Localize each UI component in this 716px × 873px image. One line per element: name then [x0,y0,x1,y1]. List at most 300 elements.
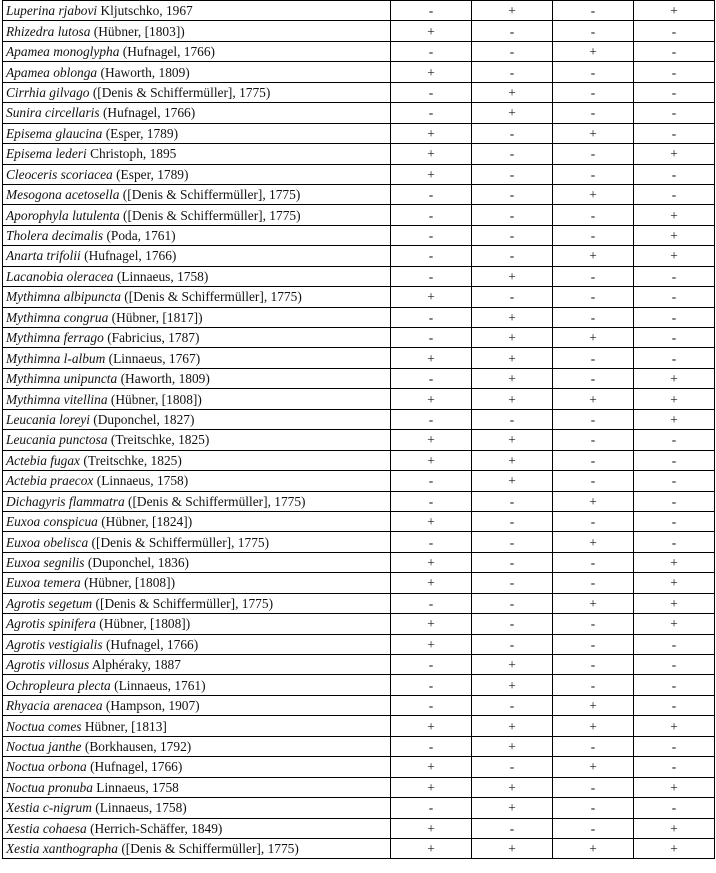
species-author: (Poda, 1761) [106,228,176,244]
presence-mark: - [553,164,634,184]
presence-mark: + [472,450,553,470]
presence-mark: - [391,184,472,204]
presence-mark: - [553,205,634,225]
presence-mark: - [634,266,715,286]
presence-mark: + [634,838,715,858]
presence-mark: - [634,491,715,511]
species-author: (Duponchel, 1836) [87,555,189,571]
presence-mark: - [391,307,472,327]
presence-mark: - [472,573,553,593]
species-name: Noctua janthe [6,738,82,754]
presence-mark: - [391,246,472,266]
table-row [3,818,715,838]
presence-mark: - [391,655,472,675]
presence-mark: + [391,552,472,572]
table-row [3,368,715,388]
presence-mark: - [391,675,472,695]
presence-mark: - [472,123,553,143]
species-cell [3,41,391,61]
species-author: (Duponchel, 1827) [93,411,195,427]
species-name: Leucania loreyi [6,411,90,427]
presence-mark: + [634,573,715,593]
presence-mark: + [472,307,553,327]
species-cell [3,511,391,531]
presence-mark: + [634,246,715,266]
presence-mark: + [391,511,472,531]
presence-mark: + [553,532,634,552]
presence-mark: - [553,675,634,695]
species-cell [3,205,391,225]
presence-mark: - [391,266,472,286]
species-occurrence-table [2,0,715,859]
species-cell [3,368,391,388]
table-row [3,328,715,348]
species-name: Actebia praecox [6,473,94,489]
table-row [3,144,715,164]
presence-mark: + [553,328,634,348]
presence-mark: + [472,266,553,286]
presence-mark: - [472,164,553,184]
species-cell [3,144,391,164]
species-name: Mythimna vitellina [6,391,108,407]
presence-mark: - [472,614,553,634]
species-author: (Fabricius, 1787) [107,330,200,346]
species-author: Kljutschko, 1967 [100,3,193,19]
presence-mark: + [634,389,715,409]
presence-mark: - [553,144,634,164]
species-author: (Treitschke, 1825) [83,452,182,468]
table-row [3,532,715,552]
presence-mark: - [391,593,472,613]
presence-mark: + [391,573,472,593]
presence-mark: - [391,41,472,61]
presence-mark: - [634,82,715,102]
presence-mark: + [634,593,715,613]
species-name: Noctua orbona [6,759,87,775]
species-cell [3,695,391,715]
presence-mark: - [472,41,553,61]
table-row [3,348,715,368]
species-name: Luperina rjabovi [6,3,98,19]
species-name: Agrotis spinifera [6,616,96,632]
species-author: Hübner, [1813] [84,718,167,734]
species-cell [3,736,391,756]
presence-mark: + [553,389,634,409]
species-name: Rhyacia arenacea [6,698,103,714]
presence-mark: - [634,184,715,204]
table-row [3,777,715,797]
presence-mark: - [472,818,553,838]
presence-mark: + [634,144,715,164]
species-author: Christoph, 1895 [90,146,177,162]
species-cell [3,757,391,777]
presence-mark: - [553,634,634,654]
species-cell [3,21,391,41]
presence-mark: - [634,675,715,695]
presence-mark: + [553,184,634,204]
species-name: Ochropleura plecta [6,677,111,693]
presence-mark: + [391,777,472,797]
species-author: ([Denis & Schiffermüller], 1775) [121,841,299,857]
species-cell [3,491,391,511]
presence-mark: - [472,62,553,82]
presence-mark: + [391,634,472,654]
presence-mark: + [634,614,715,634]
presence-mark: + [472,736,553,756]
species-cell [3,430,391,450]
presence-mark: - [634,532,715,552]
presence-mark: - [553,225,634,245]
species-author: ([Denis & Schiffermüller], 1775) [95,595,274,611]
table-row [3,511,715,531]
presence-mark: - [553,103,634,123]
species-author: ([Denis & Schiffermüller], 1775) [122,187,301,203]
table-row [3,573,715,593]
species-author: (Haworth, 1809) [100,64,190,80]
species-author: (Hufnagel, 1766) [90,759,183,775]
table-row [3,205,715,225]
species-author: (Herrich-Schäffer, 1849) [90,820,223,836]
species-author: (Haworth, 1809) [120,371,210,387]
presence-mark: - [634,41,715,61]
presence-mark: - [553,266,634,286]
species-name: Euxoa conspicua [6,514,98,530]
table-row [3,266,715,286]
presence-mark: + [553,41,634,61]
presence-mark: + [391,21,472,41]
species-author: (Linnaeus, 1758) [95,800,187,816]
presence-mark: - [391,409,472,429]
species-name: Mythimna ferrago [6,330,104,346]
table-row [3,838,715,858]
presence-mark: - [634,164,715,184]
table-row [3,184,715,204]
presence-mark: - [634,655,715,675]
presence-mark: - [472,593,553,613]
presence-mark: - [391,225,472,245]
presence-mark: - [634,511,715,531]
presence-mark: - [391,103,472,123]
presence-mark: - [391,328,472,348]
species-name: Agrotis segetum [6,595,93,611]
table-row [3,716,715,736]
presence-mark: + [391,62,472,82]
species-author: ([Denis & Schiffermüller], 1775) [124,289,302,305]
species-name: Sunira circellaris [6,105,100,121]
species-author: (Hübner, [1808]) [110,391,202,407]
species-cell [3,532,391,552]
presence-mark: - [634,450,715,470]
species-cell [3,471,391,491]
species-name: Lacanobia oleracea [6,268,114,284]
species-cell [3,716,391,736]
presence-mark: - [391,205,472,225]
table-row [3,491,715,511]
presence-mark: + [391,164,472,184]
presence-mark: - [553,552,634,572]
species-cell [3,246,391,266]
species-name: Cleoceris scoriacea [6,166,113,182]
species-cell [3,634,391,654]
presence-mark: - [472,511,553,531]
presence-mark: + [472,389,553,409]
presence-mark: + [553,695,634,715]
table-row [3,695,715,715]
species-cell [3,798,391,818]
species-name: Episema glaucina [6,125,103,141]
species-name: Agrotis vestigialis [6,636,103,652]
species-cell [3,62,391,82]
species-author: (Hübner, [1824]) [101,514,193,530]
species-author: (Hübner, [1817]) [111,309,203,325]
species-table-wrapper [2,0,714,859]
presence-mark: - [553,777,634,797]
species-name: Xestia xanthographa [6,841,118,857]
species-cell [3,123,391,143]
presence-mark: - [472,491,553,511]
species-cell [3,184,391,204]
species-author: (Linnaeus, 1767) [108,350,201,366]
presence-mark: - [472,409,553,429]
presence-mark: + [553,716,634,736]
table-row [3,675,715,695]
presence-mark: - [391,695,472,715]
species-name: Mythimna albipuncta [6,289,121,305]
table-row [3,736,715,756]
presence-mark: - [472,205,553,225]
presence-mark: - [391,368,472,388]
presence-mark: + [634,777,715,797]
species-cell [3,450,391,470]
presence-mark: - [553,798,634,818]
presence-mark: + [634,205,715,225]
species-cell [3,1,391,21]
species-author: ([Denis & Schiffermüller], 1775) [91,534,270,550]
presence-mark: + [472,838,553,858]
species-name: Xestia cohaesa [6,820,87,836]
presence-mark: - [634,21,715,41]
species-author: (Esper, 1789) [116,166,189,182]
presence-mark: + [391,389,472,409]
presence-mark: - [634,471,715,491]
table-row [3,41,715,61]
table-row [3,471,715,491]
species-cell [3,389,391,409]
species-cell [3,266,391,286]
species-author: (Treitschke, 1825) [110,432,210,448]
table-row [3,1,715,21]
presence-mark: + [391,757,472,777]
presence-mark: + [472,348,553,368]
table-row [3,62,715,82]
species-author: ([Denis & Schiffermüller], 1775) [123,207,301,223]
species-name: Euxoa temera [6,575,81,591]
presence-mark: + [634,552,715,572]
table-row [3,307,715,327]
species-cell [3,573,391,593]
species-author: (Linnaeus, 1758) [116,268,209,284]
presence-mark: - [553,511,634,531]
presence-mark: - [472,287,553,307]
species-cell [3,103,391,123]
presence-mark: - [472,634,553,654]
presence-mark: + [472,82,553,102]
table-row [3,82,715,102]
presence-mark: - [472,21,553,41]
table-body [3,1,715,859]
presence-mark: - [472,695,553,715]
table-row [3,246,715,266]
species-author: (Hampson, 1907) [105,698,200,714]
presence-mark: - [391,471,472,491]
presence-mark: + [391,430,472,450]
table-row [3,450,715,470]
table-row [3,757,715,777]
presence-mark: - [391,798,472,818]
table-row [3,287,715,307]
presence-mark: + [634,1,715,21]
presence-mark: - [391,491,472,511]
species-name: Actebia fugax [6,452,80,468]
species-author: (Hübner, [1808]) [84,575,176,591]
presence-mark: - [634,328,715,348]
species-cell [3,593,391,613]
presence-mark: + [391,716,472,736]
presence-mark: + [472,368,553,388]
presence-mark: - [553,21,634,41]
species-cell [3,777,391,797]
table-row [3,389,715,409]
species-cell [3,614,391,634]
presence-mark: - [472,144,553,164]
presence-mark: - [391,532,472,552]
presence-mark: + [391,838,472,858]
presence-mark: + [634,818,715,838]
table-row [3,123,715,143]
presence-mark: - [391,82,472,102]
table-row [3,21,715,41]
species-cell [3,655,391,675]
species-author: (Linnaeus, 1761) [114,677,206,693]
species-name: Leucania punctosa [6,432,108,448]
presence-mark: - [634,287,715,307]
presence-mark: - [553,82,634,102]
table-row [3,225,715,245]
species-name: Cirrhia gilvago [6,84,90,100]
presence-mark: - [634,757,715,777]
species-author: (Hufnagel, 1766) [102,105,196,121]
presence-mark: - [472,532,553,552]
table-row [3,655,715,675]
species-name: Noctua comes [6,718,82,734]
species-name: Anarta trifolii [6,248,81,264]
presence-mark: - [472,552,553,572]
species-name: Mythimna unipuncta [6,371,118,387]
presence-mark: + [391,614,472,634]
species-author: (Hübner, [1808]) [99,616,191,632]
presence-mark: + [472,1,553,21]
table-row [3,634,715,654]
species-cell [3,287,391,307]
presence-mark: + [553,491,634,511]
presence-mark: - [634,307,715,327]
species-name: Dichagyris flammatra [6,493,125,509]
species-author: Linnaeus, 1758 [96,779,179,795]
presence-mark: + [472,655,553,675]
species-name: Noctua pronuba [6,779,93,795]
presence-mark: + [391,818,472,838]
presence-mark: - [553,1,634,21]
species-cell [3,552,391,572]
presence-mark: - [553,450,634,470]
presence-mark: - [472,246,553,266]
presence-mark: + [472,471,553,491]
presence-mark: + [634,409,715,429]
presence-mark: + [472,777,553,797]
species-author: (Hufnagel, 1766) [122,44,216,60]
presence-mark: - [634,430,715,450]
presence-mark: - [553,471,634,491]
presence-mark: + [391,123,472,143]
presence-mark: - [634,348,715,368]
species-name: Euxoa obelisca [6,534,89,550]
presence-mark: - [553,307,634,327]
presence-mark: + [472,430,553,450]
table-row [3,409,715,429]
species-author: (Hübner, [1803]) [93,23,185,39]
presence-mark: - [553,573,634,593]
presence-mark: - [634,634,715,654]
species-cell [3,409,391,429]
presence-mark: - [553,62,634,82]
species-author: (Linnaeus, 1758) [96,473,189,489]
species-cell [3,225,391,245]
presence-mark: - [553,736,634,756]
species-name: Apamea monoglypha [6,44,120,60]
species-name: Mythimna l-album [6,350,106,366]
species-name: Mesogona acetosella [6,187,120,203]
presence-mark: + [634,716,715,736]
presence-mark: + [472,798,553,818]
presence-mark: - [391,736,472,756]
presence-mark: + [553,123,634,143]
presence-mark: - [634,62,715,82]
species-name: Tholera decimalis [6,228,104,244]
presence-mark: + [391,287,472,307]
presence-mark: + [472,328,553,348]
species-author: (Hufnagel, 1766) [84,248,177,264]
presence-mark: + [634,368,715,388]
table-row [3,552,715,572]
species-cell [3,838,391,858]
species-author: ([Denis & Schiffermüller], 1775) [92,84,271,100]
species-author: (Esper, 1789) [105,125,179,141]
presence-mark: + [553,246,634,266]
presence-mark: - [472,757,553,777]
presence-mark: + [634,225,715,245]
presence-mark: + [472,716,553,736]
presence-mark: - [391,1,472,21]
presence-mark: - [472,184,553,204]
presence-mark: + [553,757,634,777]
species-author: Alphéraky, 1887 [91,657,181,673]
species-cell [3,675,391,695]
species-author: (Hufnagel, 1766) [105,636,199,652]
presence-mark: + [553,593,634,613]
species-cell [3,328,391,348]
presence-mark: - [553,614,634,634]
presence-mark: + [391,450,472,470]
